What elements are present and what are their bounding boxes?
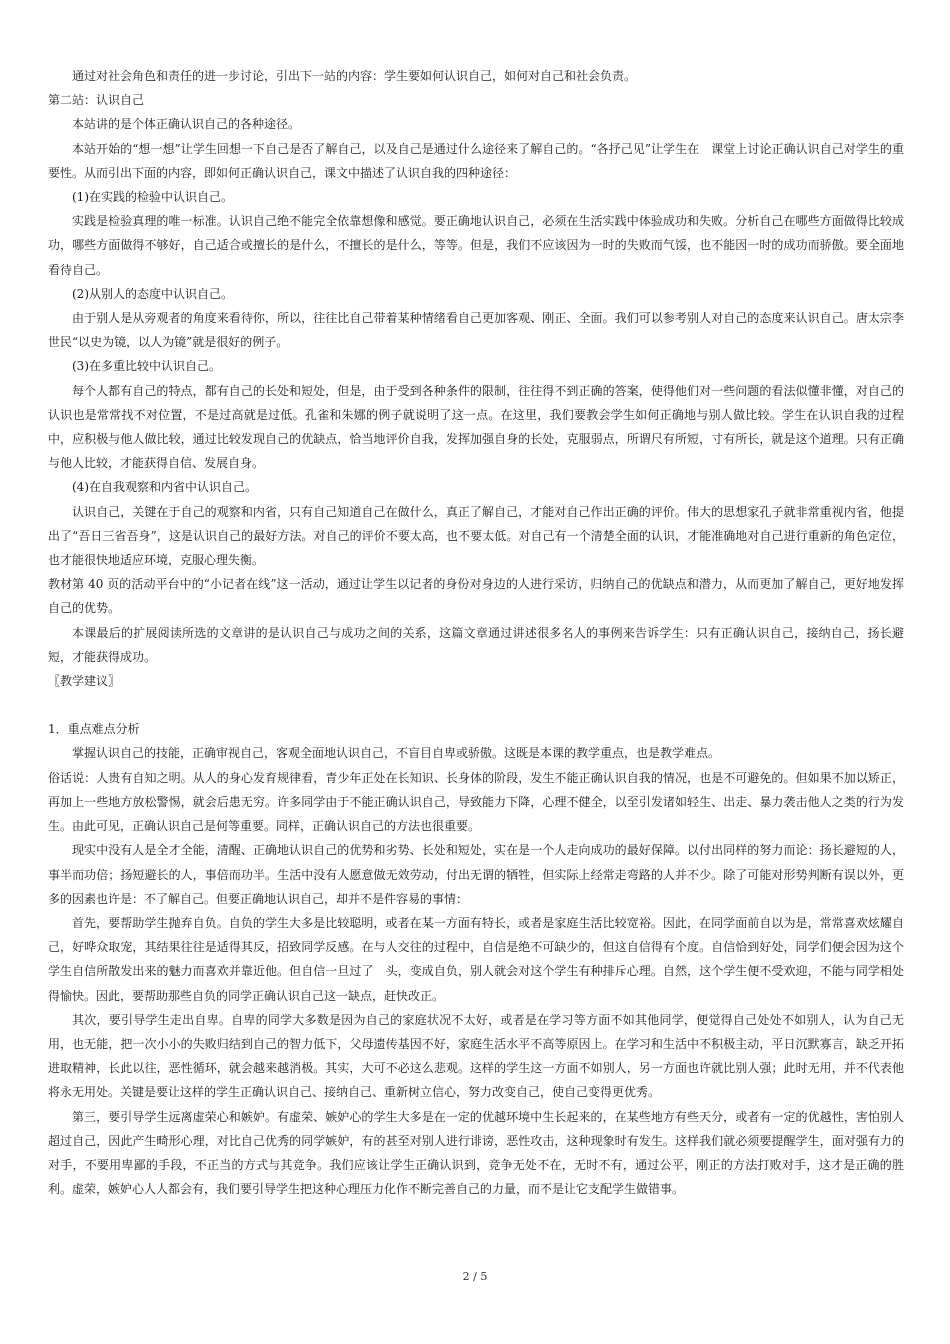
paragraph: 首先，要帮助学生抛弃自负。自负的学生大多是比较聪明，或者在某一方面有特长，或者是家庭生活比较宽裕。因此，在同学面前自以为是，常常喜欢炫耀自己，好哗众取宠，其结果往往是适得其反，招致同学反感。在与人交往的过程中，自信是绝不可缺少的，但这自信得有个度。自信恰到好处，同学们便会因为这个学生自信所散发出来的魅力而喜欢并靠近他。但自信一旦过了 头，变成自负，别人就会对这个学生有种排斥心理。自然，这个学生便不受欢迎，不能与同学相处得愉快。因此，要帮助那些自负的同学正确认识自己这一缺点，赶快改正。 [48,915,904,1003]
paragraph: 掌握认识自己的技能，正确审视自己，客观全面地认识自己，不盲目自卑或骄傲。这既是本课的教学重点，也是教学难点。 [72,746,721,761]
paragraph: (3)在多重比较中认识自己。 [72,359,221,374]
paragraph: 其次，要引导学生走出自卑。自卑的同学大多数是因为自己的家庭状况不太好，或者是在学习等方面不如其他同学，便觉得自己处处不如别人，认为自己无用，也无能，把一次小小的失败归结到自己的智力低下，父母遗传基因不好，家庭生活水平不高等原因上。在学习和生活中不积极主动，平日沉默寡言，缺乏开拓进取精神，长此以往，恶性循环，就会越来越消极。其实，大可不必这么悲观。这样的学生这一方面不如别人，另一方面也许就比别人强；此时无用，并不代表他将永无用处。关键是要让这样的学生正确认识自己、接纳自己、重新树立信心，努力改变自己，使自己变得更优秀。 [48,1012,904,1100]
paragraph: (4)在自我观察和内省中认识自己。 [72,480,257,495]
document-body [48,64,904,1201]
paragraph: 由于别人是从旁观者的角度来看待你，所以，往往比自己带着某种情绪看自己更加客观、刚正、全面。我们可以参考别人对自己的态度来认识自己。唐太宗李世民“以史为镜，以人为镜”就是很好的例子。 [48,311,904,350]
paragraph: 通过对社会角色和责任的进一步讨论，引出下一站的内容：学生要如何认识自己，如何对自己和社会负责。 [72,69,637,83]
paragraph: 每个人都有自己的特点，都有自己的长处和短处，但是，由于受到各种条件的限制，往往得不到正确的答案，使得他们对一些问题的看法似懂非懂，对自己的认识也是常常找不对位置，不是过高就是过低。孔雀和朱娜的例子就说明了这一点。在这里，我们要教会学生如何正确地与别人做比较。学生在认识自我的过程中，应积极与他人做比较，通过比较发现自己的优缺点，恰当地评价自我，发挥加强自身的长处，克服弱点，所谓尺有所短，寸有所长，就是这个道理。只有正确与他人比较，才能获得自信、发展自身。 [48,383,904,471]
paragraph: 第二站：认识自己 [48,93,145,108]
paragraph: 〖教学建议〗 [48,674,121,689]
blank-line [48,693,904,717]
paragraph: (1)在实践的检验中认识自己。 [72,190,233,205]
paragraph: 本课最后的扩展阅读所选的文章讲的是认识自己与成功之间的关系，这篇文章通过讲述很多名人的事例来告诉学生：只有正确认识自己，接纳自己，扬长避短，才能获得成功。 [48,625,904,664]
page-number: 2 / 5 [462,1270,488,1283]
paragraph: 1．重点难点分析 [48,722,140,737]
paragraph: 俗话说：人贵有自知之明。从人的身心发育规律看，青少年正处在长知识、长身体的阶段，发生不能正确认识自我的情况，也是不可避免的。但如果不加以矫正，再加上一些地方放松警惕，就会后患无穷。许多同学由于不能正确认识自己，导致能力下降，心理不健全，以至引发诸如轻生、出走、暴力袭击他人之类的行为发生。由此可见，正确认识自己是何等重要。同样，正确认识自己的方法也很重要。 [48,770,904,834]
paragraph: 第三，要引导学生远离虚荣心和嫉妒。有虚荣、嫉妒心的学生大多是在一定的优越环境中生长起来的，在某些地方有些天分，或者有一定的优越性，害怕别人超过自己，因此产生畸形心理，对比自己优秀的同学嫉妒，有的甚至对别人进行诽谤，恶性攻击，这种现象时有发生。这样我们就必须要提醒学生，面对强有力的对手，不要用卑鄙的手段，不正当的方式与其竞争。我们应该让学生正确认识到，竞争无处不在，无时不有，通过公平，刚正的方法打败对手，这才是正确的胜利。虚荣，嫉妒心人人都会有，我们要引导学生把这种心理压力化作不断完善自己的力量，而不是让它支配学生做错事。 [48,1109,904,1197]
paragraph: 实践是检验真理的唯一标准。认识自己绝不能完全依靠想像和感觉。要正确地认识自己，必须在生活实践中体验成功和失败。分析自己在哪些方面做得比较成功，哪些方面做得不够好，自己适合或擅长的是什么，不擅长的是什么，等等。但是，我们不应该因为一时的失败而气馁，也不能因一时的成功而骄傲。要全面地看待自己。 [48,214,904,277]
paragraph: 现实中没有人是全才全能，清醒、正确地认识自己的优势和劣势、长处和短处，实在是一个人走向成功的最好保障。以付出同样的努力而论：扬长避短的人，事半而功倍；扬短避长的人，事倍而功半。生活中没有人愿意做无效劳动，付出无谓的牺牲，但实际上经常走弯路的人并不少。除了可能对形势判断有误以外，更多的因素也许是：不了解自己。但要正确地认识自己，却并不是件容易的事情： [48,843,904,906]
paragraph: (2)从别人的态度中认识自己。 [72,286,233,301]
paragraph: 认识自己，关键在于自己的观察和内省，只有自己知道自己在做什么，真正了解自己，才能对自己作出正确的评价。伟大的思想家孔子就非常重视内省，他提出了“吾日三省吾身”，这是认识自己的最好方法。对自己的评价不要太高，也不要太低。对自己有一个清楚全面的认识，才能准确地对自己进行重新的角色定位，也才能很快地适应环境，克服心理失衡。 [48,504,904,568]
paragraph: 教材第 40 页的活动平台中的“小记者在线”这一活动，通过让学生以记者的身份对身边的人进行采访，归纳自己的优缺点和潜力，从而更加了解自己，更好地发挥自己的优势。 [48,577,904,616]
paragraph: 本站开始的“想一想”让学生回想一下自己是否了解自己，以及自己是通过什么途径来了解自己的。“各抒己见”让学生在 课堂上讨论正确认识自己对学生的重要性。从而引出下面的内容，即如何正确认识自己，课文中描述了认识自我的四种途径： [48,141,904,180]
paragraph: 本站讲的是个体正确认识自己的各种途径。 [72,117,301,132]
